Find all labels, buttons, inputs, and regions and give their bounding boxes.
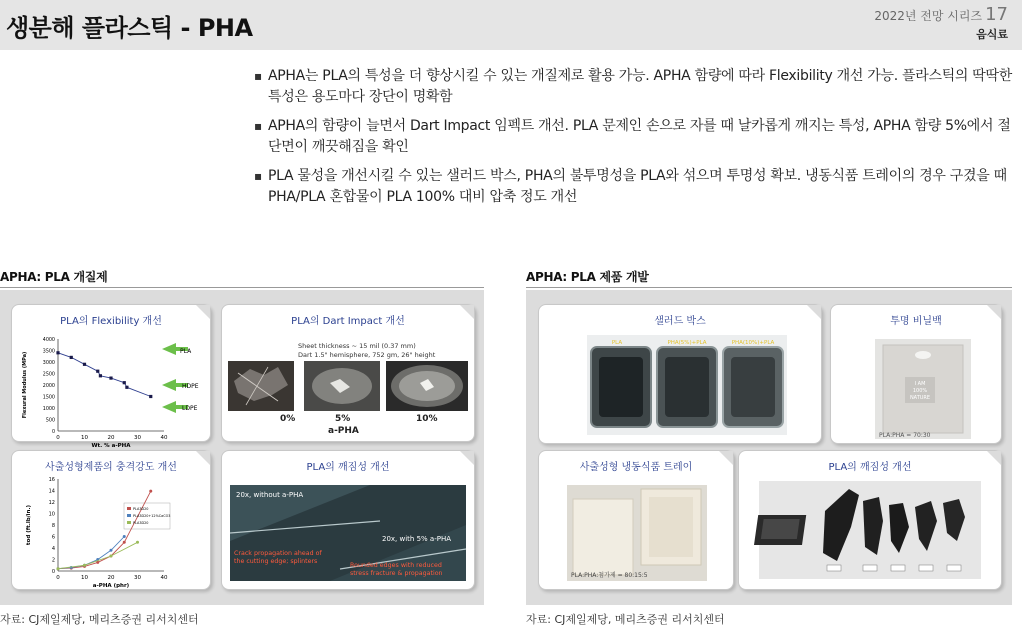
breakage-card [221,450,475,590]
bag-caption: PLA:PHA = 70:30 [879,432,931,439]
salad-tag-pha10: PHA(10%)+PLA [731,340,775,346]
pla-label: PLA [180,348,192,355]
bullet-list [254,66,1014,216]
x-tick-label: 20 [107,575,115,581]
box-pha5 [657,347,717,427]
data-point [123,381,126,384]
dart-photo-0pct [228,361,294,411]
micrograph-caption-with: 20x, with 5% a-PHA [382,535,451,543]
data-point [123,535,126,538]
data-point [83,564,86,567]
y-tick-label: 500 [45,418,55,424]
salad-tag-pla: PLA [611,340,623,346]
bag-text-2: 100% [912,388,928,394]
data-point [136,541,139,544]
bag-text-1: I AM [914,381,926,387]
dart-test-notes [298,342,435,360]
y-tick-label: 1000 [42,407,55,412]
data-point [110,549,113,552]
page-title: 생분해 플라스틱 - PHA [6,14,253,42]
x-tick-label: 0 [56,435,60,441]
salad-card-title: 샐러드 박스 [654,316,706,327]
dart-impact-card [221,304,475,442]
rounded-note-line1: Rounded edges with reduced [350,562,442,569]
tray-caption: PLA:PHA:첨가제 = 80:15:5 [571,572,648,579]
dart-pct-10: 10% [416,414,438,424]
y-tick-label: 2500 [42,372,55,378]
x-tick-label: 10 [81,435,88,441]
dart-note-hemisphere: Dart 1.5" hemisphere, 752 gm, 26" height [298,351,436,359]
data-point [56,351,59,354]
dart-axis-label: a-PHA [328,426,359,436]
category-label: 음식료 [976,28,1008,41]
salad-box-photo [587,335,787,435]
y-tick-label: 3500 [42,349,55,355]
data-point [123,541,126,544]
bag-text-3: NATURE [909,395,931,401]
y-tick-label: 10 [48,511,55,518]
y-tick-label: 8 [51,523,55,529]
broken-tray-photo [759,481,981,579]
legend-swatch [127,521,131,524]
y-tick-label: 0 [51,430,55,435]
impact-strength-chart [12,469,212,591]
box-pha10 [723,347,783,427]
data-point [125,386,128,389]
x-tick-label: 40 [160,435,168,441]
dart-photo-10pct [386,361,468,411]
dart-note-thickness: Sheet thickness ~ 15 mil (0.37 mm) [298,342,416,350]
left-section-title: APHA: PLA 개질제 [0,270,108,284]
x-tick-label: 20 [107,435,115,441]
impact-card-title: 사출성형제품의 충격강도 개선 [45,462,177,473]
flexural-modulus-chart [12,323,212,449]
frozen-tray-card [538,450,734,590]
micrograph-caption-without: 20x, without a-PHA [236,491,304,499]
data-point [149,395,152,398]
bullet-item: ▪ APHA는 PLA의 특성을 더 향상시킬 수 있는 개질제로 활용 가능. APHA 함량에 따라 Flexibility 개선 가능. 플라스틱의 딱딱한 특성은 용도마다 장단이 명확함 [254,66,1014,108]
right-figure-panel [526,290,1012,605]
transparent-bag-photo [875,339,971,439]
x-tick-label: 40 [160,575,168,581]
right-section-rule [526,287,1012,288]
flexibility-card [11,304,211,449]
y-tick-label: 4 [51,546,55,552]
right-section-title: APHA: PLA 제품 개발 [526,270,649,284]
salad-tag-pha5: PHA(5%)+PLA [667,340,707,346]
box-pla [591,347,651,427]
x-axis-label: a-PHA (phr) [92,583,130,589]
data-point [83,363,86,366]
y-tick-label: 4000 [42,338,55,343]
y-tick-label: 1500 [42,395,55,401]
legend-swatch [127,514,131,517]
x-tick-label: 10 [81,575,88,581]
data-point [109,377,112,380]
dart-pct-0: 0% [280,414,296,424]
frozen-tray-photo [567,485,707,581]
data-point [96,370,99,373]
series-label [874,4,1008,25]
dart-photo-5pct [304,361,380,411]
data-point [70,356,73,359]
y-axis-label: tod (ft.lb/in.) [26,504,32,546]
dart-card-title: PLA의 Dart Impact 개선 [291,316,405,327]
dart-pct-5: 5% [335,414,351,424]
data-point [57,567,60,570]
y-tick-label: 14 [48,488,55,495]
legend-label: PLA3D20 [133,507,149,511]
data-point [99,374,102,377]
bullet-item: ▪ PLA 물성을 개선시킬 수 있는 샐러드 박스, PHA의 불투명성을 PLA와 섞으며 투명성 확보. 냉동식품 트레이의 경우 구겼을 때 PHA/PLA 혼합물이 PLA 100% 대비 압축 정도 개선 [254,166,1014,208]
bag-card-title: 투명 비닐백 [890,316,942,327]
x-tick-label: 30 [134,435,141,441]
ldpe-label: LDPE [182,405,198,412]
left-source: 자료: CJ제일제당, 메리츠증권 리서치센터 [0,613,199,626]
data-point [110,555,113,558]
rounded-note-line2: stress fracture & propagation [350,570,443,577]
y-tick-label: 2 [51,557,55,564]
x-tick-label: 30 [134,575,141,581]
page-number: 17 [985,4,1008,25]
tray-card-title: 사출성형 냉동식품 트레이 [579,462,693,473]
flexibility-card-title: PLA의 Flexibility 개선 [60,316,162,327]
breakage-product-title: PLA의 깨짐성 개선 [828,462,912,473]
data-point [149,490,152,493]
header-bar [0,0,1022,50]
micrograph-photo [230,485,466,581]
y-tick-label: 16 [48,477,55,483]
crack-note-line2: the cutting edge; splinters [234,558,318,565]
impact-strength-card [11,450,211,590]
y-axis-label: Flexural Modulus (MPa) [22,351,28,419]
breakage-product-card [738,450,1002,590]
trend-line [58,353,151,397]
series-text: 2022년 전망 시리즈 [874,9,983,23]
hdpe-label: HDPE [182,383,199,390]
y-tick-label: 0 [51,569,55,575]
y-tick-label: 6 [51,534,55,541]
y-tick-label: 12 [48,500,55,506]
legend-swatch [127,507,131,510]
y-tick-label: 2000 [42,384,55,389]
breakage-card-title: PLA의 깨짐성 개선 [306,462,390,473]
bullet-item: ▪ APHA의 함량이 늘면서 Dart Impact 임펙트 개선. PLA 문제인 손으로 자를 때 날카롭게 깨지는 특성, APHA 함량 5%에서 절단면이 깨끗해짐을 확인 [254,116,1014,158]
right-source: 자료: CJ제일제당, 메리츠증권 리서치센터 [526,613,725,626]
x-tick-label: 0 [56,575,60,581]
transparent-bag-card [830,304,1002,444]
legend-label: PLA3D20+12%CaCO3 [133,514,171,518]
left-figure-panel [0,290,484,605]
y-tick-label: 3000 [42,361,55,366]
crack-note-line1: Crack propagation ahead of [234,550,322,557]
legend-label: PLA3D20 [133,521,149,525]
series-line [58,542,138,568]
left-section-rule [0,287,484,288]
x-axis-label: Wt. % a-PHA [91,443,131,449]
series-line [58,491,151,569]
salad-box-card [538,304,822,444]
